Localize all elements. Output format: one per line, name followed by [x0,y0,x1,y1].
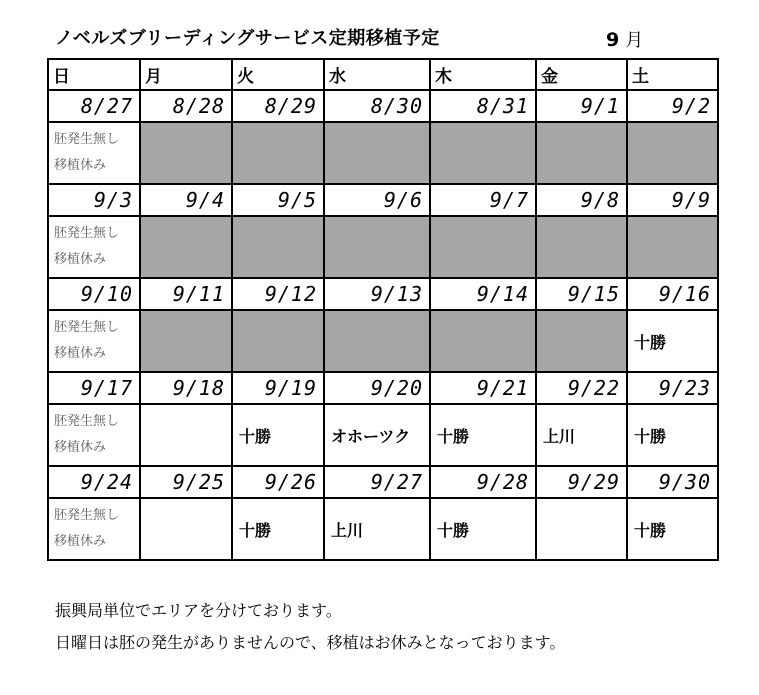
calendar-title: ノベルズブリーディングサービス定期移植予定 [55,28,440,49]
no-transfer-cell [140,122,232,184]
week-3-schedule-row [48,310,718,372]
region-cell: 十勝 [627,498,718,560]
date-cell: 8/30 [324,90,430,122]
week-5-date-row [48,466,718,498]
no-transfer-cell [430,122,536,184]
sunday-note-cell: 胚発生無し 移植休み [48,122,140,184]
date-cell: 9/21 [430,372,536,404]
date-cell: 9/9 [627,184,718,216]
sunday-note-cell: 胚発生無し 移植休み [48,216,140,278]
date-cell: 8/28 [140,90,232,122]
no-transfer-cell [232,216,324,278]
no-transfer-cell [140,216,232,278]
date-cell: 9/2 [627,90,718,122]
region-cell: 上川 [324,498,430,560]
week-2-schedule-row [48,216,718,278]
week-4-schedule-row [48,404,718,466]
month-number: 9 [606,29,620,51]
date-cell: 9/16 [627,278,718,310]
week-1-schedule-row [48,122,718,184]
region-cell [140,498,232,560]
week-5-schedule-row [48,498,718,560]
weekday-tue: 火 [232,59,324,90]
date-cell: 8/29 [232,90,324,122]
weekday-sat: 土 [627,59,718,90]
date-cell: 9/20 [324,372,430,404]
date-cell: 9/12 [232,278,324,310]
region-cell: 十勝 [627,310,718,372]
date-cell: 9/4 [140,184,232,216]
region-cell: 十勝 [232,498,324,560]
no-transfer-cell [140,310,232,372]
date-cell: 9/29 [536,466,627,498]
weekday-wed: 水 [324,59,430,90]
date-cell: 9/25 [140,466,232,498]
no-transfer-cell [627,122,718,184]
date-cell: 9/5 [232,184,324,216]
weekday-fri: 金 [536,59,627,90]
no-transfer-cell [536,216,627,278]
date-cell: 8/27 [48,90,140,122]
week-3-date-row [48,278,718,310]
date-cell: 9/7 [430,184,536,216]
date-cell: 9/24 [48,466,140,498]
area-note: 振興局単位でエリアを分けております。 [55,601,342,620]
no-transfer-cell [536,310,627,372]
no-transfer-cell [536,122,627,184]
weekday-thu: 木 [430,59,536,90]
date-cell: 9/27 [324,466,430,498]
date-cell: 9/26 [232,466,324,498]
sunday-note-cell: 胚発生無し 移植休み [48,404,140,466]
weekday-mon: 月 [140,59,232,90]
region-cell: 十勝 [232,404,324,466]
date-cell: 9/28 [430,466,536,498]
date-cell: 9/23 [627,372,718,404]
region-cell [140,404,232,466]
region-cell: 十勝 [430,404,536,466]
no-transfer-cell [627,216,718,278]
weekday-sun: 日 [48,59,140,90]
date-cell: 9/30 [627,466,718,498]
week-1-date-row [48,90,718,122]
sunday-note-cell: 胚発生無し 移植休み [48,498,140,560]
date-cell: 9/3 [48,184,140,216]
date-cell: 9/14 [430,278,536,310]
date-cell: 9/10 [48,278,140,310]
date-cell: 9/15 [536,278,627,310]
month-unit: 月 [625,30,644,51]
date-cell: 9/11 [140,278,232,310]
no-transfer-cell [324,216,430,278]
no-transfer-cell [324,122,430,184]
week-2-date-row [48,184,718,216]
sunday-note-cell: 胚発生無し 移植休み [48,310,140,372]
date-cell: 9/17 [48,372,140,404]
date-cell: 9/18 [140,372,232,404]
date-cell: 9/13 [324,278,430,310]
no-transfer-cell [232,310,324,372]
region-cell: 上川 [536,404,627,466]
no-transfer-cell [232,122,324,184]
weekday-header-row [48,59,718,90]
date-cell: 9/19 [232,372,324,404]
sunday-note: 日曜日は胚の発生がありませんので、移植はお休みとなっております。 [55,633,566,652]
no-transfer-cell [324,310,430,372]
date-cell: 8/31 [430,90,536,122]
no-transfer-cell [430,216,536,278]
schedule-calendar [47,58,719,561]
region-cell: 十勝 [430,498,536,560]
region-cell: 十勝 [627,404,718,466]
date-cell: 9/6 [324,184,430,216]
date-cell: 9/1 [536,90,627,122]
week-4-date-row [48,372,718,404]
date-cell: 9/8 [536,184,627,216]
region-cell: オホーツク [324,404,430,466]
month-indicator [606,26,643,52]
date-cell: 9/22 [536,372,627,404]
no-transfer-cell [430,310,536,372]
region-cell [536,498,627,560]
